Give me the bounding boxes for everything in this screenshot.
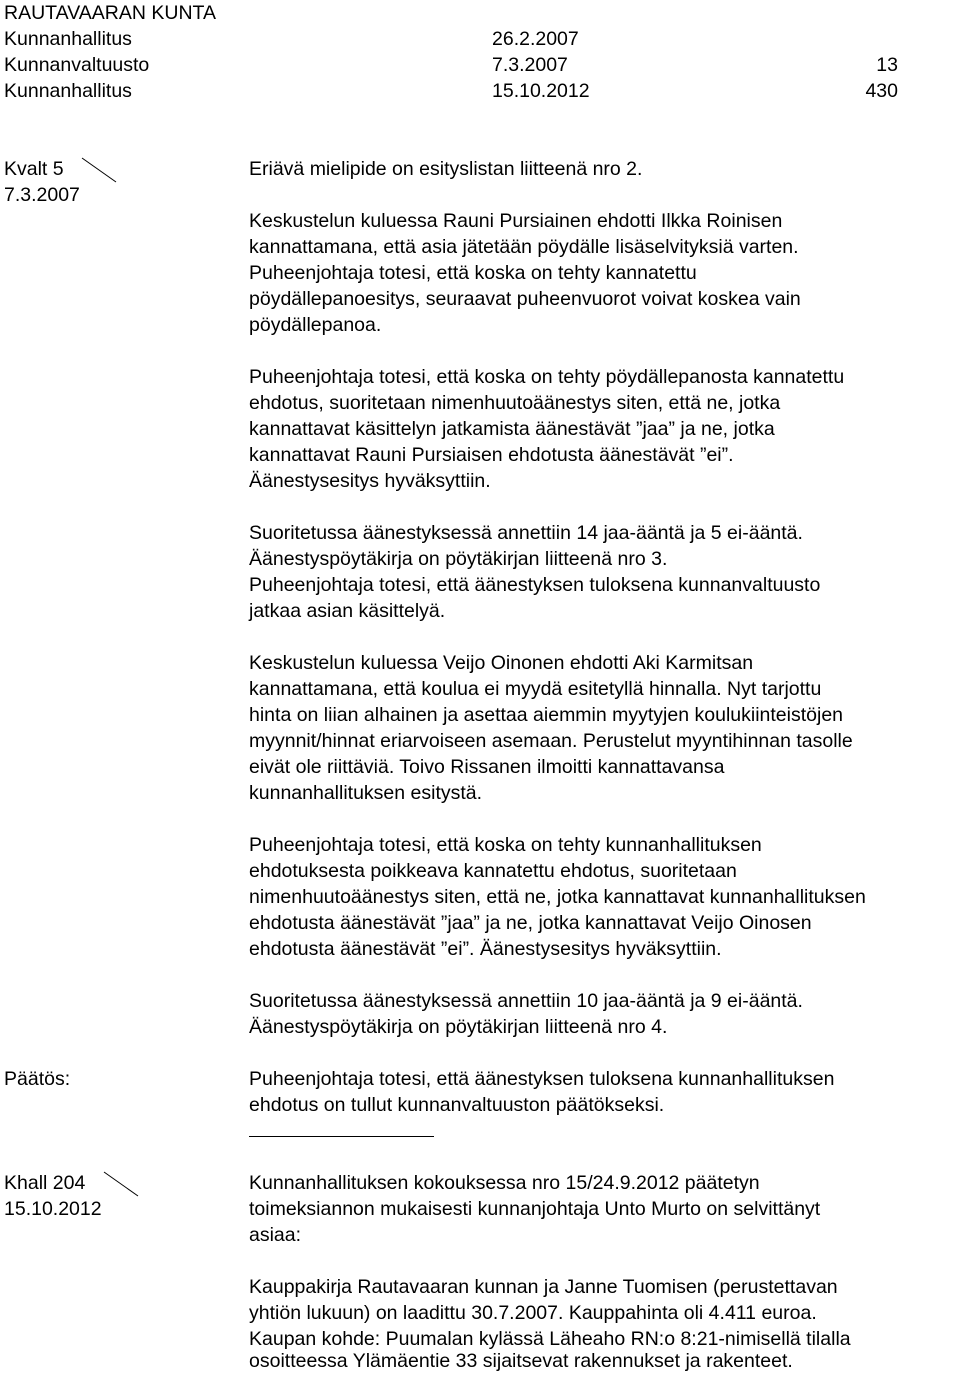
body-text-line: yhtiön lukuun) on laadittu 30.7.2007. Kauppahinta oli 4.411 euroa. [249,1302,817,1324]
body-text-line: Puheenjohtaja totesi, että äänestyksen tuloksena kunnanvaltuusto [249,574,821,596]
body-text-line: hinta on liian alhainen ja asettaa aiemmin myytyjen koulukiinteistöjen [249,704,844,726]
section-marker-line [82,158,118,184]
header-date: 15.10.2012 [492,80,590,102]
body-text-line: asiaa: [249,1224,302,1246]
separator-line [249,1136,434,1137]
body-text-line: ehdotuksesta poikkeava kannatettu ehdotus, suoritetaan [249,860,737,882]
body-text-line: pöydällepanoa. [249,314,382,336]
body-text-line: kannattavat käsittelyn jatkamista äänestävät ”jaa” ja ne, jotka [249,418,775,440]
body-text-line: ehdotusta äänestävät ”jaa” ja ne, jotka kannattavat Veijo Oinosen [249,912,812,934]
header-body: Kunnanhallitus [4,80,132,102]
header-date: 7.3.2007 [492,54,568,76]
body-text-line: ehdotusta äänestävät ”ei”. Äänestysesitys hyväksyttiin. [249,938,722,960]
decision-text-line: Puheenjohtaja totesi, että äänestyksen tuloksena kunnanhallituksen [249,1068,835,1090]
decision-label: Päätös: [4,1068,71,1090]
body-text-line: myynnit/hinnat eriarvoiseen asemaan. Perustelut myyntihinnan tasolle [249,730,853,752]
body-text-line: pöydällepanoesitys, seuraavat puheenvuorot voivat koskea vain [249,288,801,310]
body-text-line: kannattamana, että asia jätetään pöydälle lisäselvityksiä varten. [249,236,799,258]
section-side-date: 15.10.2012 [4,1198,102,1220]
section-side-label: Kvalt 5 [4,158,64,180]
section-side-date: 7.3.2007 [4,184,80,206]
body-text-line: kannattavat Rauni Pursiaisen ehdotusta äänestävät ”ei”. [249,444,734,466]
body-text-line: Keskustelun kuluessa Veijo Oinonen ehdotti Aki Karmitsan [249,652,754,674]
section-side-label: Khall 204 [4,1172,86,1194]
body-text-line: Kaupan kohde: Puumalan kylässä Läheaho RN:o 8:21-nimisellä tilalla [249,1328,851,1350]
organization-name: RAUTAVAARAN KUNTA [4,2,216,24]
body-text-line: Suoritetussa äänestyksessä annettiin 14 jaa-ääntä ja 5 ei-ääntä. [249,522,803,544]
header-date: 26.2.2007 [492,28,579,50]
header-page-number: 13 [876,54,898,76]
body-text-line: Äänestyspöytäkirja on pöytäkirjan liitteenä nro 4. [249,1016,668,1038]
body-text-line: Puheenjohtaja totesi, että koska on tehty kunnanhallituksen [249,834,762,856]
body-text-line: Kunnanhallituksen kokouksessa nro 15/24.9.2012 päätetyn [249,1172,760,1194]
body-text-line: osoitteessa Ylämäentie 33 sijaitsevat rakennukset ja rakenteet. [249,1350,793,1372]
body-text-line: ehdotus, suoritetaan nimenhuutoäänestys siten, että ne, jotka [249,392,781,414]
body-text-line: Puheenjohtaja totesi, että koska on tehty pöydällepanosta kannatettu [249,366,845,388]
body-text-line: Suoritetussa äänestyksessä annettiin 10 jaa-ääntä ja 9 ei-ääntä. [249,990,803,1012]
body-text-line: Äänestysesitys hyväksyttiin. [249,470,491,492]
body-text-line: kunnanhallituksen esitystä. [249,782,483,804]
body-text-line: nimenhuutoäänestys siten, että ne, jotka kannattavat kunnanhallituksen [249,886,866,908]
body-text-line: toimeksiannon mukaisesti kunnanjohtaja Unto Murto on selvittänyt [249,1198,821,1220]
section-marker-line [104,1172,140,1198]
body-text-line: kannattamana, että koulua ei myydä esitetyllä hinnalla. Nyt tarjottu [249,678,822,700]
body-text-line: jatkaa asian käsittelyä. [249,600,446,622]
header-body: Kunnanvaltuusto [4,54,150,76]
decision-text-line: ehdotus on tullut kunnanvaltuuston päätökseksi. [249,1094,665,1116]
body-text-line: Äänestyspöytäkirja on pöytäkirjan liitteenä nro 3. [249,548,668,570]
body-text-line: Eriävä mielipide on esityslistan liitteenä nro 2. [249,158,643,180]
header-page-number: 430 [865,80,898,102]
header-body: Kunnanhallitus [4,28,132,50]
body-text-line: eivät ole riittäviä. Toivo Rissanen ilmoitti kannattavansa [249,756,725,778]
body-text-line: Keskustelun kuluessa Rauni Pursiainen ehdotti Ilkka Roinisen [249,210,783,232]
body-text-line: Kauppakirja Rautavaaran kunnan ja Janne Tuomisen (perustettavan [249,1276,838,1298]
body-text-line: Puheenjohtaja totesi, että koska on tehty kannatettu [249,262,697,284]
